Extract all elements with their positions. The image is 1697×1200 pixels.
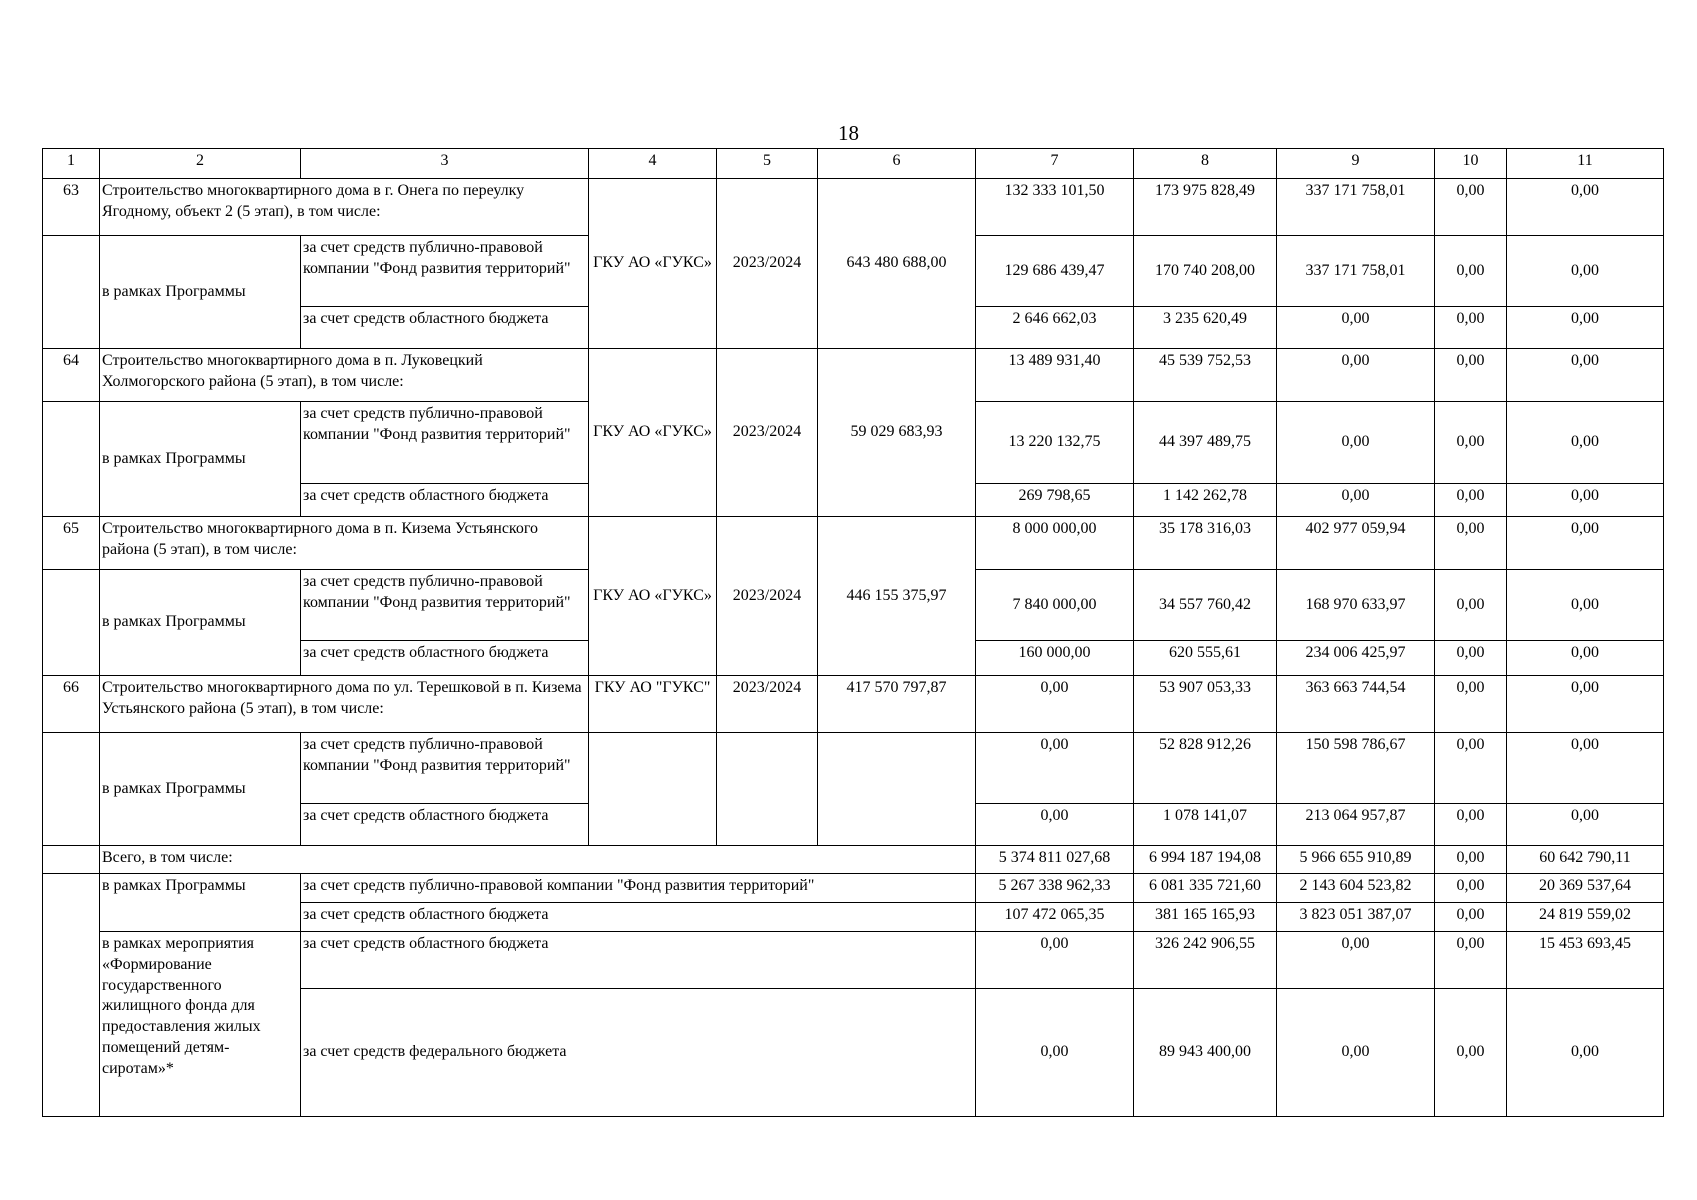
source-value: 0,00: [976, 733, 1134, 804]
summary-value: 0,00: [1507, 989, 1664, 1117]
object-row: [43, 349, 1664, 402]
estimated-cost: 59 029 683,93: [818, 349, 976, 517]
row-number: 66: [43, 676, 100, 733]
estimated-cost: 446 155 375,97: [818, 517, 976, 676]
source-value: 52 828 912,26: [1134, 733, 1277, 804]
source-value: 160 000,00: [976, 641, 1134, 676]
sub-label: в рамках Программы: [100, 402, 301, 517]
source-value: 620 555,61: [1134, 641, 1277, 676]
summary-value: 0,00: [976, 932, 1134, 989]
source-value: 0,00: [1435, 641, 1507, 676]
source-value: 34 557 760,42: [1134, 570, 1277, 641]
source-value: 337 171 758,01: [1277, 236, 1435, 307]
summary-value: 0,00: [1277, 989, 1435, 1117]
source-value: 0,00: [1507, 402, 1664, 484]
header-row: [43, 149, 1664, 179]
total-value: 132 333 101,50: [976, 179, 1134, 236]
header-cell: 6: [818, 149, 976, 179]
summary-value: 6 994 187 194,08: [1134, 846, 1277, 874]
object-row: [43, 517, 1664, 570]
summary-value: 2 143 604 523,82: [1277, 874, 1435, 903]
summary-value: 5 966 655 910,89: [1277, 846, 1435, 874]
source-value: 0,00: [1435, 733, 1507, 804]
row-number-empty: [43, 733, 100, 846]
total-value: 0,00: [1507, 517, 1664, 570]
source-value: 0,00: [1507, 484, 1664, 517]
source-row: [43, 733, 1664, 804]
estimated-cost: 417 570 797,87: [818, 676, 976, 733]
total-value: 45 539 752,53: [1134, 349, 1277, 402]
header-cell: 9: [1277, 149, 1435, 179]
organization-empty: [589, 733, 717, 846]
summary-total-row: [43, 846, 1664, 874]
object-title: Строительство многоквартирного дома в п. Луковецкий Холмогорского района (5 этап), в том числе:: [100, 349, 589, 402]
period-empty: [717, 733, 818, 846]
header-cell: 4: [589, 149, 717, 179]
program-label: в рамках Программы: [100, 874, 301, 932]
header-cell: 7: [976, 149, 1134, 179]
funding-source: за счет средств публично-правовой компании "Фонд развития территорий": [301, 570, 589, 641]
source-value: 0,00: [1507, 236, 1664, 307]
summary-value: 0,00: [976, 989, 1134, 1117]
header-cell: 3: [301, 149, 589, 179]
sub-label: в рамках Программы: [100, 570, 301, 676]
header-cell: 2: [100, 149, 301, 179]
funding-source: за счет средств публично-правовой компании "Фонд развития территорий": [301, 236, 589, 307]
source-value: 1 142 262,78: [1134, 484, 1277, 517]
summary-source-row: [43, 874, 1664, 903]
budget-table: [42, 148, 1664, 1117]
header-cell: 5: [717, 149, 818, 179]
source-value: 0,00: [1435, 307, 1507, 349]
row-number: 63: [43, 179, 100, 236]
summary-value: 0,00: [1435, 846, 1507, 874]
summary-value: 60 642 790,11: [1507, 846, 1664, 874]
total-value: 402 977 059,94: [1277, 517, 1435, 570]
summary-value: 20 369 537,64: [1507, 874, 1664, 903]
funding-source: за счет средств областного бюджета: [301, 932, 976, 989]
organization: ГКУ АО «ГУКС»: [589, 517, 717, 676]
total-value: 0,00: [1507, 179, 1664, 236]
funding-source: за счет средств областного бюджета: [301, 484, 589, 517]
total-value: 173 975 828,49: [1134, 179, 1277, 236]
summary-value: 6 081 335 721,60: [1134, 874, 1277, 903]
source-value: 13 220 132,75: [976, 402, 1134, 484]
summary-value: 381 165 165,93: [1134, 903, 1277, 932]
organization: ГКУ АО «ГУКС»: [589, 179, 717, 349]
funding-source: за счет средств областного бюджета: [301, 307, 589, 349]
summary-value: 5 374 811 027,68: [976, 846, 1134, 874]
source-value: 170 740 208,00: [1134, 236, 1277, 307]
summary-value: 89 943 400,00: [1134, 989, 1277, 1117]
source-value: 44 397 489,75: [1134, 402, 1277, 484]
header-cell: 8: [1134, 149, 1277, 179]
measure-label: в рамках мероприятия «Формирование государственного жилищного фонда для предоставления жилых помещений детям-сиротам»*: [100, 932, 301, 1117]
period: 2023/2024: [717, 676, 818, 733]
object-row: [43, 676, 1664, 733]
period: 2023/2024: [717, 349, 818, 517]
summary-value: 326 242 906,55: [1134, 932, 1277, 989]
summary-value: 107 472 065,35: [976, 903, 1134, 932]
funding-source: за счет средств федерального бюджета: [301, 989, 976, 1117]
organization: ГКУ АО «ГУКС»: [589, 349, 717, 517]
source-value: 0,00: [1435, 236, 1507, 307]
row-number-empty: [43, 236, 100, 349]
summary-value: 0,00: [1435, 989, 1507, 1117]
total-value: 0,00: [1435, 676, 1507, 733]
row-number: 65: [43, 517, 100, 570]
source-value: 0,00: [1435, 402, 1507, 484]
organization: ГКУ АО "ГУКС": [589, 676, 717, 733]
source-value: 3 235 620,49: [1134, 307, 1277, 349]
total-value: 0,00: [1507, 349, 1664, 402]
summary-value: 0,00: [1277, 932, 1435, 989]
source-value: 0,00: [1435, 484, 1507, 517]
total-value: 0,00: [1435, 179, 1507, 236]
source-value: 168 970 633,97: [1277, 570, 1435, 641]
funding-source: за счет средств публично-правовой компании "Фонд развития территорий": [301, 874, 976, 903]
source-value: 213 064 957,87: [1277, 804, 1435, 846]
header-cell: 10: [1435, 149, 1507, 179]
source-value: 0,00: [1435, 570, 1507, 641]
source-value: 0,00: [1507, 307, 1664, 349]
sub-label: в рамках Программы: [100, 733, 301, 846]
total-value: 363 663 744,54: [1277, 676, 1435, 733]
header-cell: 1: [43, 149, 100, 179]
period: 2023/2024: [717, 179, 818, 349]
source-value: 0,00: [1435, 804, 1507, 846]
source-value: 0,00: [1507, 804, 1664, 846]
row-number-empty: [43, 874, 100, 1117]
estimated-cost: 643 480 688,00: [818, 179, 976, 349]
source-value: 0,00: [976, 804, 1134, 846]
funding-source: за счет средств областного бюджета: [301, 903, 976, 932]
source-value: 0,00: [1277, 307, 1435, 349]
funding-source: за счет средств публично-правовой компании "Фонд развития территорий": [301, 402, 589, 484]
source-value: 2 646 662,03: [976, 307, 1134, 349]
source-value: 0,00: [1277, 484, 1435, 517]
funding-source: за счет средств публично-правовой компании "Фонд развития территорий": [301, 733, 589, 804]
object-title: Строительство многоквартирного дома по ул. Терешковой в п. Кизема Устьянского района (5 этап), в том числе:: [100, 676, 589, 733]
row-number-empty: [43, 402, 100, 517]
summary-source-row: [43, 932, 1664, 989]
total-value: 13 489 931,40: [976, 349, 1134, 402]
source-value: 234 006 425,97: [1277, 641, 1435, 676]
source-value: 0,00: [1277, 402, 1435, 484]
summary-value: 3 823 051 387,07: [1277, 903, 1435, 932]
source-value: 0,00: [1507, 733, 1664, 804]
total-value: 0,00: [976, 676, 1134, 733]
source-value: 129 686 439,47: [976, 236, 1134, 307]
total-value: 0,00: [1435, 349, 1507, 402]
source-value: 150 598 786,67: [1277, 733, 1435, 804]
summary-value: 24 819 559,02: [1507, 903, 1664, 932]
summary-total-label: Всего, в том числе:: [100, 846, 976, 874]
summary-value: 0,00: [1435, 903, 1507, 932]
object-row: [43, 179, 1664, 236]
total-value: 53 907 053,33: [1134, 676, 1277, 733]
summary-value: 0,00: [1435, 932, 1507, 989]
total-value: 0,00: [1277, 349, 1435, 402]
row-number-empty: [43, 570, 100, 676]
funding-source: за счет средств областного бюджета: [301, 804, 589, 846]
header-cell: 11: [1507, 149, 1664, 179]
sub-label: в рамках Программы: [100, 236, 301, 349]
row-number-empty: [43, 846, 100, 874]
summary-value: 0,00: [1435, 874, 1507, 903]
total-value: 0,00: [1507, 676, 1664, 733]
source-value: 269 798,65: [976, 484, 1134, 517]
funding-source: за счет средств областного бюджета: [301, 641, 589, 676]
total-value: 337 171 758,01: [1277, 179, 1435, 236]
source-value: 7 840 000,00: [976, 570, 1134, 641]
period: 2023/2024: [717, 517, 818, 676]
object-title: Строительство многоквартирного дома в п. Кизема Устьянского района (5 этап), в том числе:: [100, 517, 589, 570]
cost-empty: [818, 733, 976, 846]
summary-value: 5 267 338 962,33: [976, 874, 1134, 903]
row-number: 64: [43, 349, 100, 402]
source-value: 1 078 141,07: [1134, 804, 1277, 846]
total-value: 35 178 316,03: [1134, 517, 1277, 570]
object-title: Строительство многоквартирного дома в г. Онега по переулку Ягодному, объект 2 (5 этап), в том числе:: [100, 179, 589, 236]
total-value: 0,00: [1435, 517, 1507, 570]
source-value: 0,00: [1507, 641, 1664, 676]
total-value: 8 000 000,00: [976, 517, 1134, 570]
summary-value: 15 453 693,45: [1507, 932, 1664, 989]
page-number: 18: [838, 121, 859, 145]
source-value: 0,00: [1507, 570, 1664, 641]
